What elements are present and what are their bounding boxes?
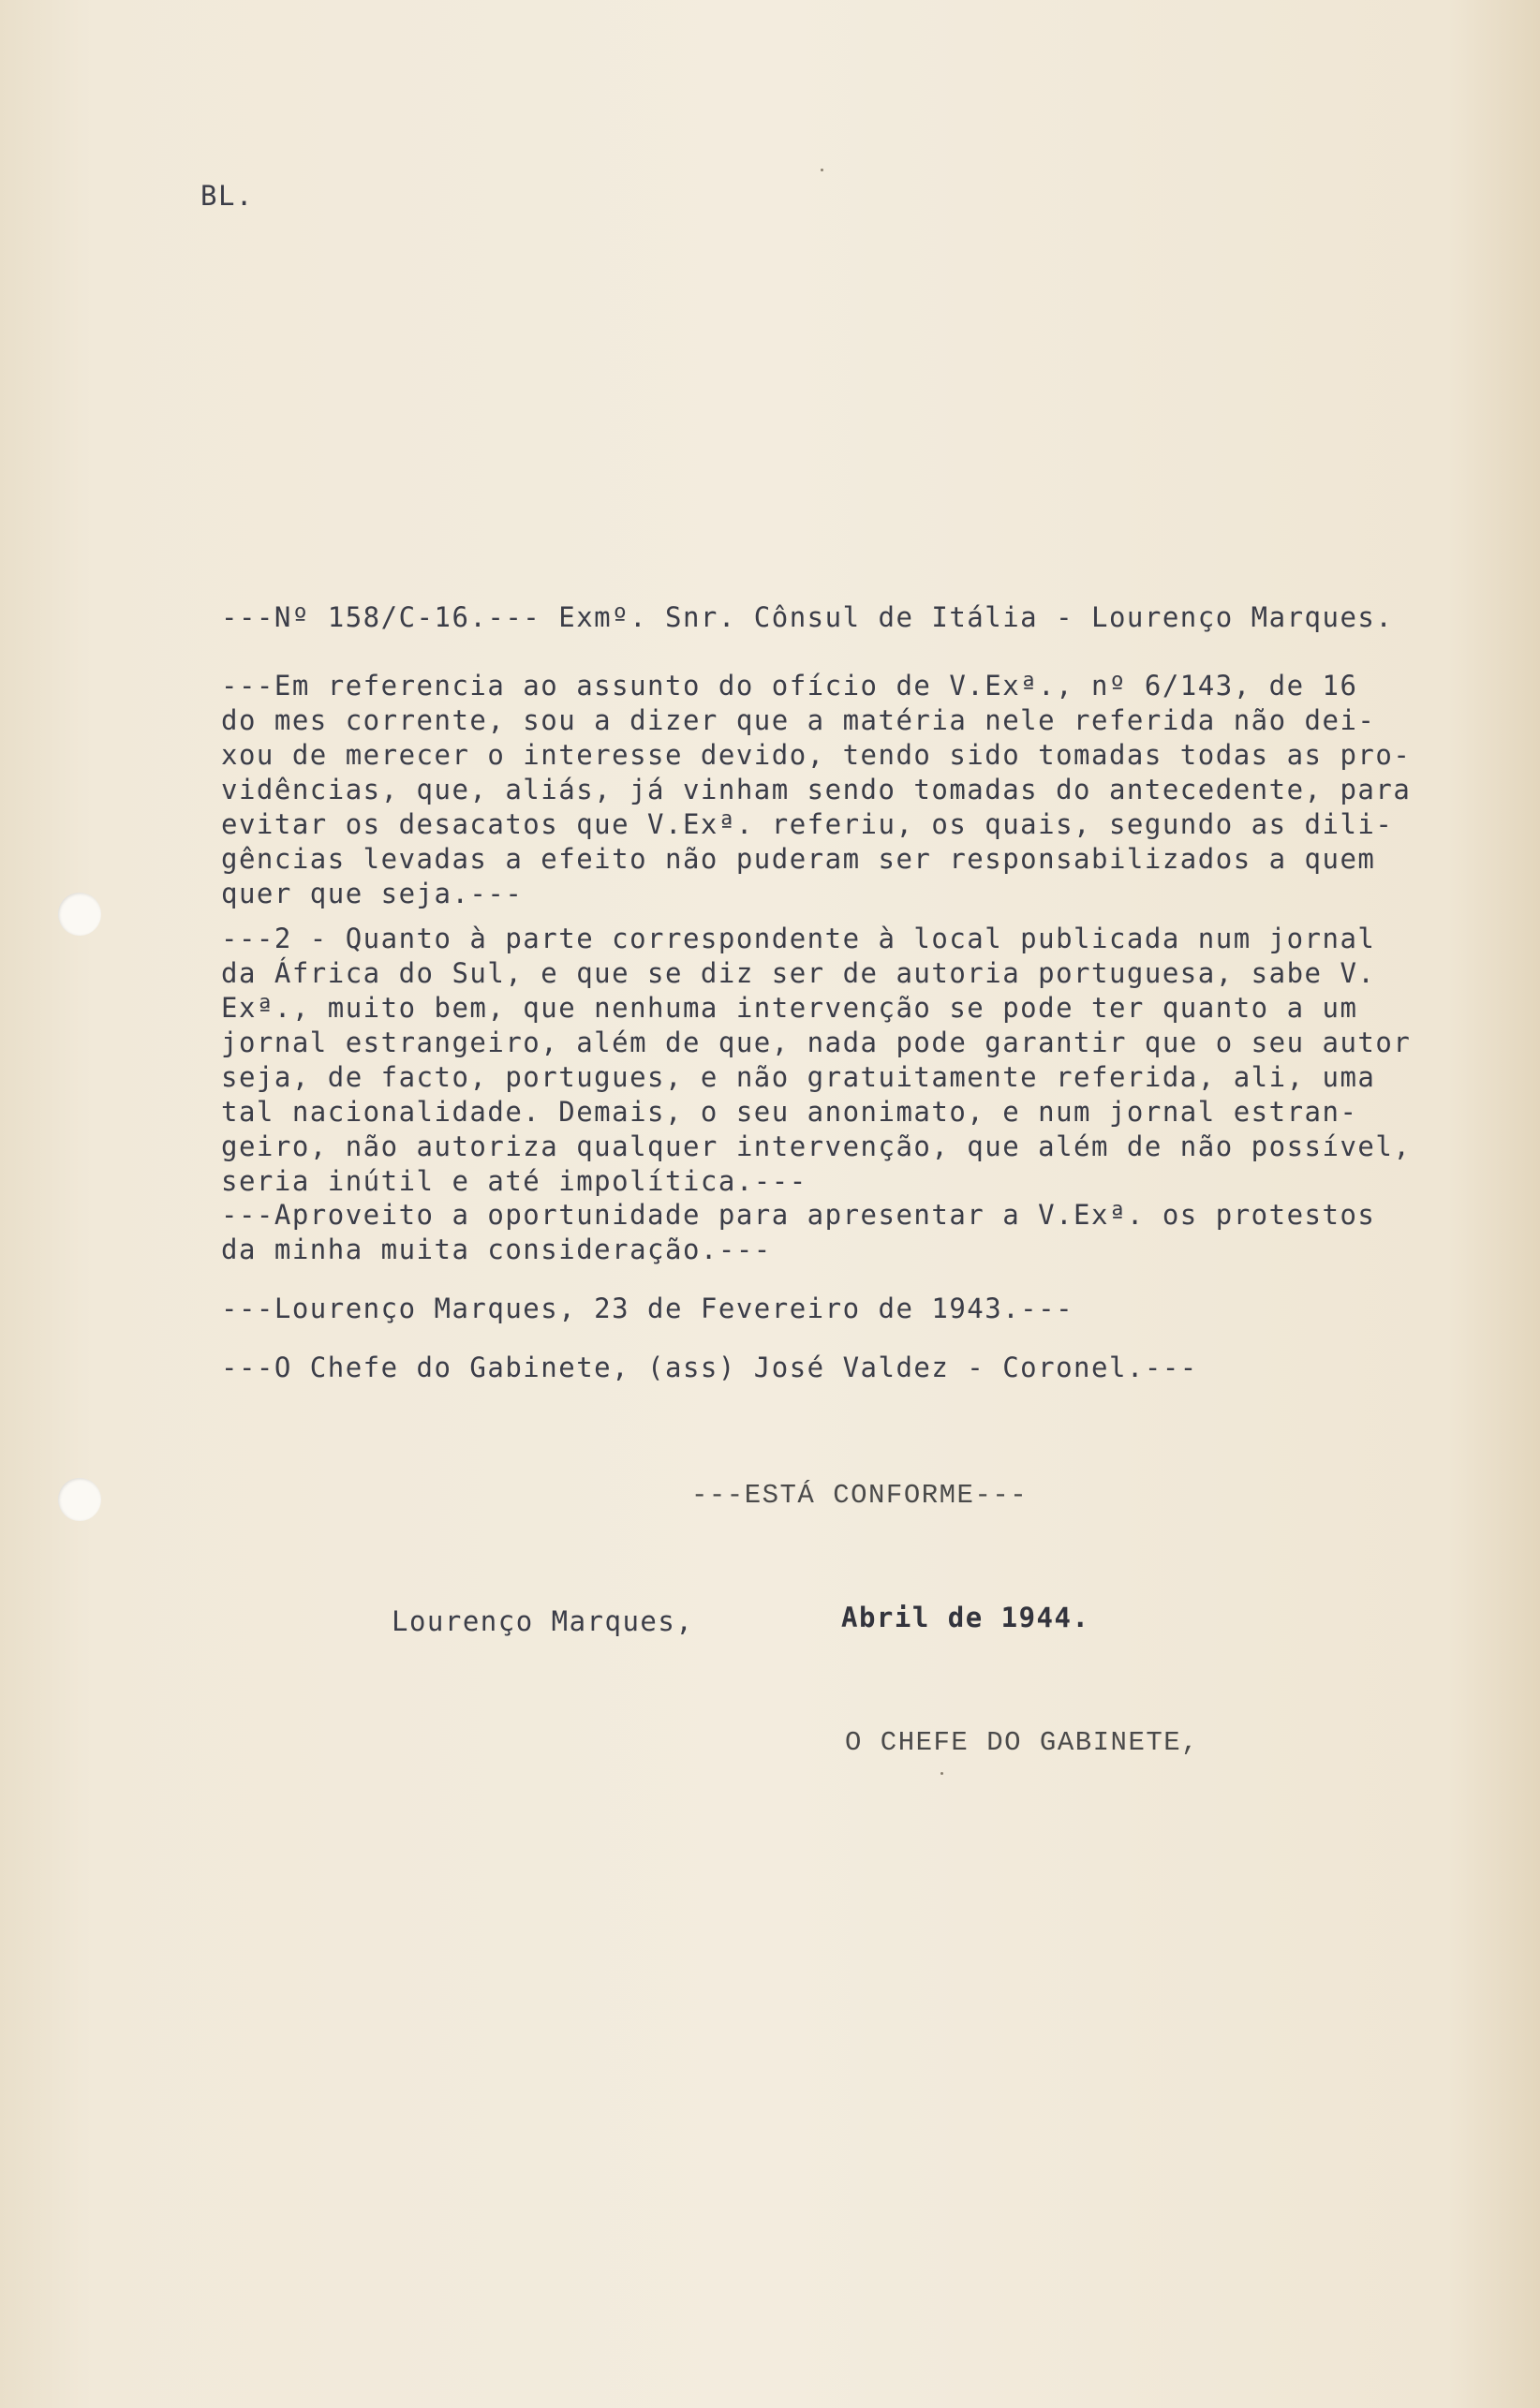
- paragraph-line: vidências, que, aliás, já vinham sendo tomadas do antecedente, para: [221, 774, 1412, 805]
- letter-date-line: ---Lourenço Marques, 23 de Fevereiro de 1943.---: [221, 1293, 1074, 1324]
- paragraph-line: seria inútil e até impolítica.---: [221, 1165, 807, 1197]
- paragraph-line: evitar os desacatos que V.Exª. referiu, os quais, segundo as dili-: [221, 808, 1394, 840]
- paragraph-line: do mes corrente, sou a dizer que a matéria nele referida não dei-: [221, 704, 1376, 736]
- letter-heading: ---Nº 158/C-16.--- Exmº. Snr. Cônsul de Itália - Lourenço Marques.: [221, 601, 1394, 633]
- paragraph-line: gências levadas a efeito não puderam ser responsabilizados a quem: [221, 843, 1376, 875]
- paragraph-line: ---Aproveito a oportunidade para apresentar a V.Exª. os protestos: [221, 1199, 1376, 1231]
- paragraph-line: ---2 - Quanto à parte correspondente à local publicada num jornal: [221, 923, 1376, 954]
- paragraph-line: ---Em referencia ao assunto do ofício de V.Exª., nº 6/143, de 16: [221, 670, 1358, 702]
- certification-place: Lourenço Marques,: [392, 1605, 694, 1637]
- paragraph-line: seja, de facto, portugues, e não gratuitamente referida, ali, uma: [221, 1061, 1376, 1093]
- paragraph-line: tal nacionalidade. Demais, o seu anonimato, e num jornal estran-: [221, 1096, 1358, 1128]
- paragraph-line: da África do Sul, e que se diz ser de autoria portuguesa, sabe V.: [221, 957, 1376, 989]
- esta-conforme-stamp: ---ESTÁ CONFORME---: [691, 1480, 1029, 1511]
- paragraph-line: Exª., muito bem, que nenhuma intervenção se pode ter quanto a um: [221, 992, 1358, 1024]
- letter-signature-line: ---O Chefe do Gabinete, (ass) José Valdez - Coronel.---: [221, 1352, 1198, 1383]
- paper-speck: [821, 169, 823, 171]
- punch-hole-bottom: [58, 1478, 101, 1521]
- header-initials: BL.: [200, 180, 254, 212]
- punch-hole-top: [58, 893, 101, 936]
- paragraph-line: geiro, não autoriza qualquer intervenção, que além de não possível,: [221, 1130, 1412, 1162]
- certification-signatory: O CHEFE DO GABINETE,: [845, 1727, 1200, 1758]
- certification-date: Abril de 1944.: [841, 1602, 1090, 1633]
- paragraph-line: quer que seja.---: [221, 878, 524, 909]
- paragraph-line: jornal estrangeiro, além de que, nada pode garantir que o seu autor: [221, 1027, 1412, 1058]
- paragraph-line: xou de merecer o interesse devido, tendo sido tomadas todas as pro-: [221, 739, 1412, 771]
- paragraph-line: da minha muita consideração.---: [221, 1234, 772, 1265]
- paper-speck: [940, 1772, 943, 1775]
